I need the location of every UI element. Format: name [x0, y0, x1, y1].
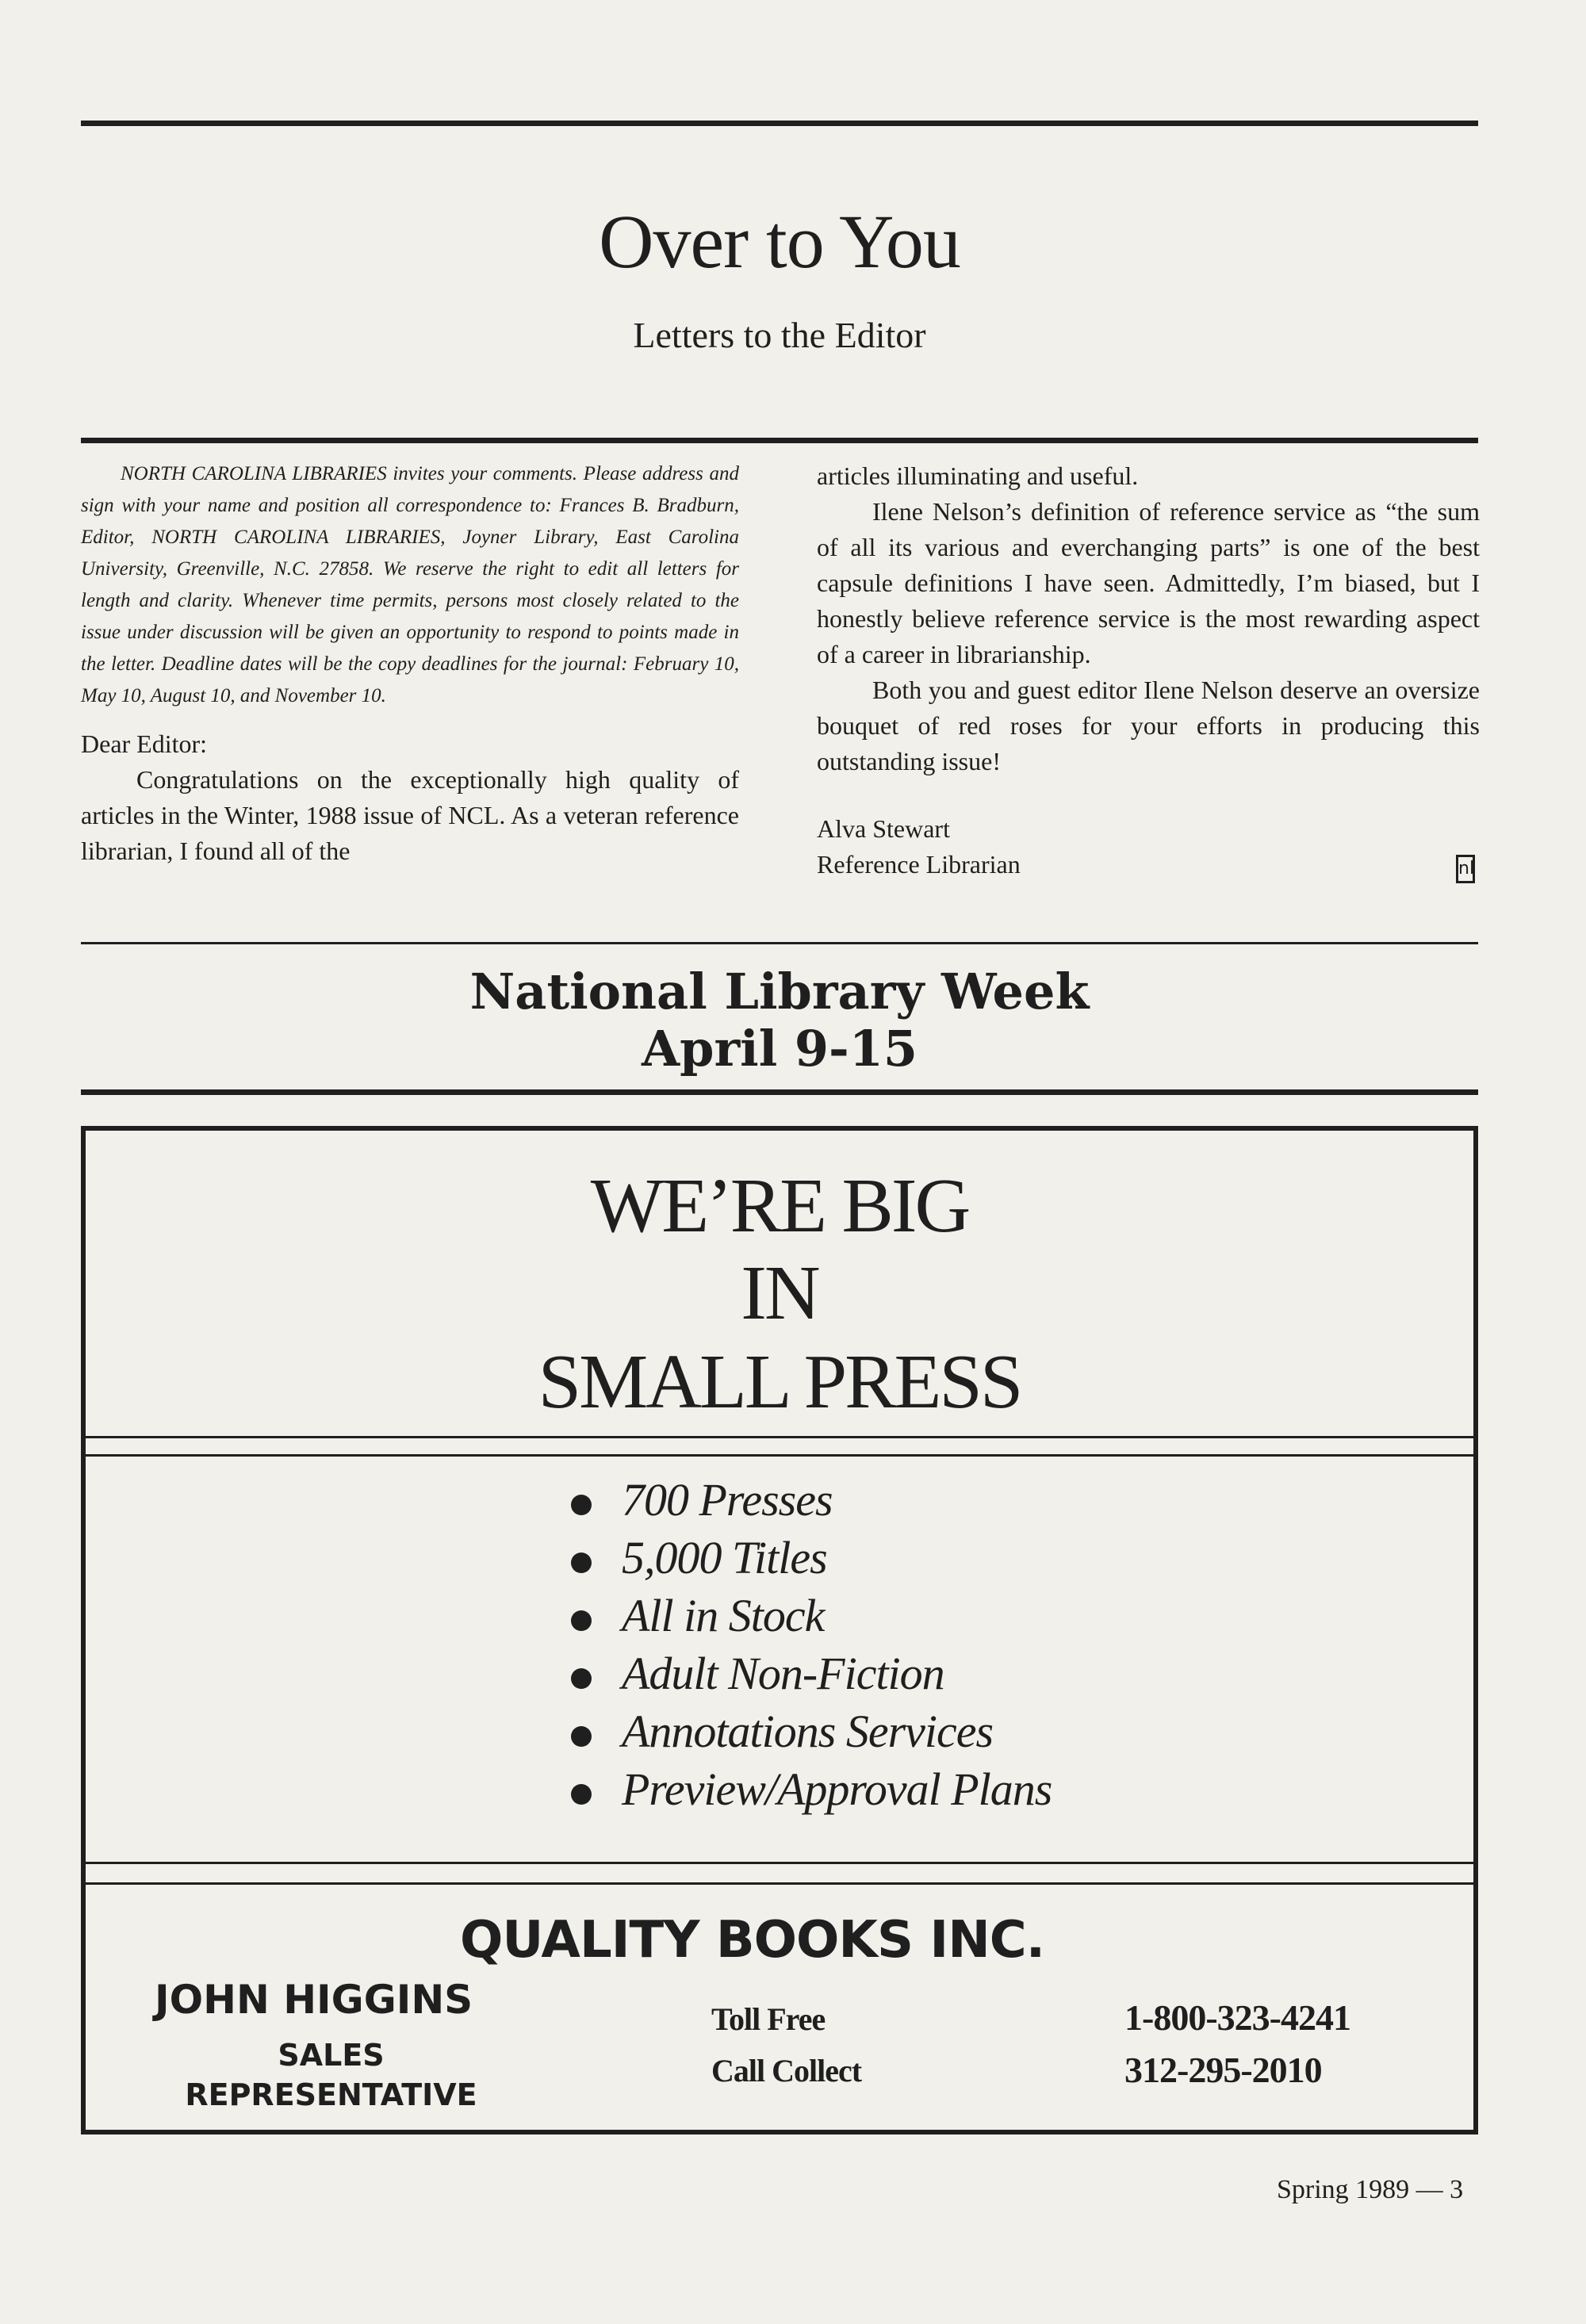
- letter-paragraph-3: Both you and guest editor Ilene Nelson deserve an oversize bouquet of red roses for your efforts in producing this outstanding issue!: [817, 676, 1480, 775]
- signer-title: Reference Librarian: [817, 850, 1021, 879]
- bullet-icon: [571, 1726, 592, 1747]
- letter-paragraph-2: Ilene Nelson’s definition of reference service as “the sum of all its various and everchanging parts” is one of the best capsule definitions I have seen. Admittedly, I’m biased, but I honestly believe reference service is the most rewarding aspect of a career in librarianship.: [817, 497, 1480, 668]
- letter-right-column: [817, 458, 1480, 883]
- page-footer: Spring 1989 — 3: [1277, 2175, 1464, 2204]
- list-item: 700 Presses: [571, 1471, 1052, 1529]
- rep-title: [155, 2035, 508, 2115]
- rep-name: JOHN HIGGINS: [155, 1977, 473, 2023]
- list-item: Adult Non-Fiction: [571, 1644, 1052, 1702]
- ad-inner-rule-2: [86, 1454, 1473, 1457]
- company-name: QUALITY BOOKS INC.: [460, 1911, 1045, 1970]
- call-collect-number: 312-295-2010: [1124, 2050, 1322, 2090]
- ad-headline-2: IN: [741, 1250, 818, 1336]
- bullet-icon: [571, 1668, 592, 1689]
- ad-bullet-list: [571, 1471, 1052, 1818]
- list-item: 5,000 Titles: [571, 1529, 1052, 1587]
- nlw-heading: National Library Week: [469, 963, 1090, 1020]
- bullet-icon: [571, 1495, 592, 1515]
- list-item: Preview/Approval Plans: [571, 1760, 1052, 1818]
- rep-title-line-2: REPRESENTATIVE: [185, 2077, 477, 2112]
- ad-headline-3: SMALL PRESS: [538, 1339, 1021, 1425]
- top-rule: [81, 121, 1478, 126]
- page-title: Over to You: [599, 199, 960, 284]
- ad-inner-rule-3: [86, 1862, 1473, 1864]
- letter-left-column: [81, 458, 739, 869]
- call-collect-label: Call Collect: [711, 2053, 862, 2089]
- rep-title-line-1: SALES: [278, 2038, 385, 2073]
- list-item: All in Stock: [571, 1587, 1052, 1644]
- bullet-icon: [571, 1553, 592, 1573]
- letter-salutation: Dear Editor:: [81, 729, 208, 758]
- ad-inner-rule-1: [86, 1436, 1473, 1438]
- bullet-icon: [571, 1784, 592, 1805]
- bullet-icon: [571, 1610, 592, 1631]
- list-item: Annotations Services: [571, 1702, 1052, 1760]
- section-rule: [81, 942, 1478, 944]
- nlw-dates: April 9-15: [642, 1020, 918, 1078]
- editor-notice: NORTH CAROLINA LIBRARIES invites your comments. Please address and sign with your name and position all correspondence to: Frances B. Bradburn, Editor, NORTH CAROLINA LIBRARIES, Joyner Library, East Carolina University, Greenville, N.C. 27858. We reserve the right to edit all letters for length and clarity. Whenever time permits, persons most closely related to the issue under discussion will be given an opportunity to respond to points made in the letter. Deadline dates will be the copy deadlines for the journal: February 10, May 10, August 10, and November 10.: [81, 463, 739, 706]
- ad-top-rule: [81, 1089, 1478, 1095]
- page-subtitle: Letters to the Editor: [633, 315, 926, 355]
- signer-name: Alva Stewart: [817, 814, 950, 843]
- letter-paragraph-1-start: Congratulations on the exceptionally high quality of articles in the Winter, 1988 issue of NCL. As a veteran reference librarian, I found all of the: [81, 765, 739, 865]
- header-bottom-rule: [81, 438, 1478, 443]
- letter-paragraph-1-end: articles illuminating and useful.: [817, 461, 1139, 490]
- toll-free-label: Toll Free: [711, 2001, 826, 2037]
- ad-headline-1: WE’RE BIG: [590, 1163, 969, 1249]
- end-of-article-icon: nl: [1456, 855, 1475, 883]
- ad-inner-rule-4: [86, 1882, 1473, 1885]
- toll-free-number: 1-800-323-4241: [1124, 1997, 1350, 2038]
